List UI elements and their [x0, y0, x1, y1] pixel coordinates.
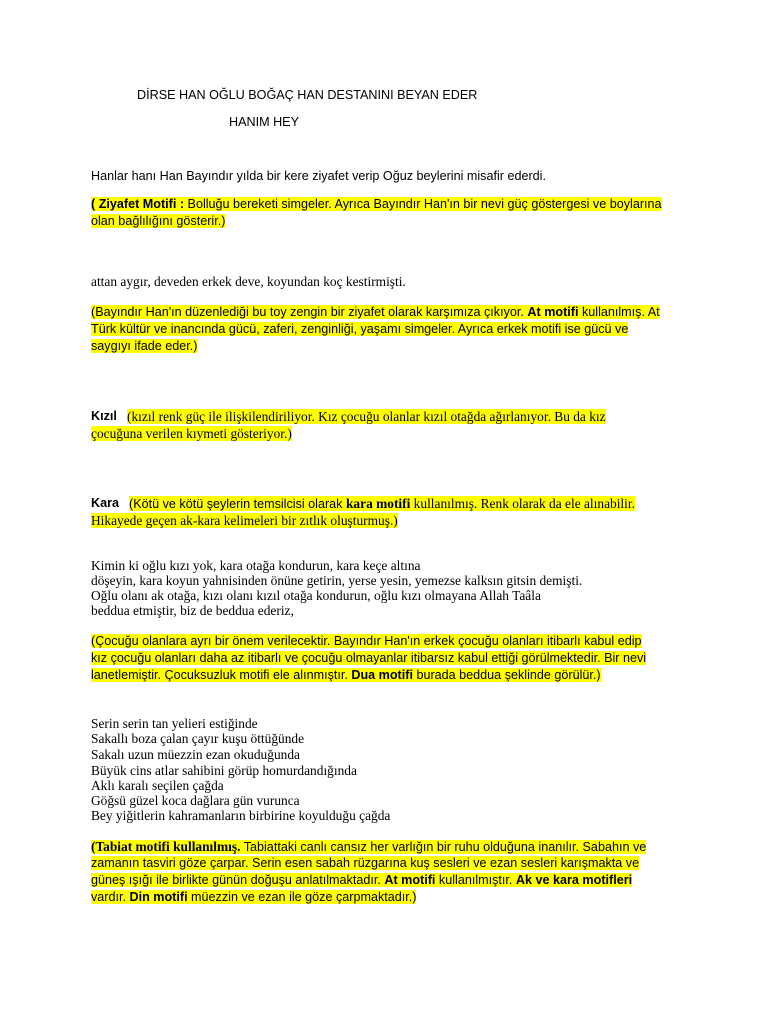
note-ziyafet-text: Bolluğu bereketi simgeler. Ayrıca Bayındır Han'ın bir nevi güç göstergesi ve boylarına — [184, 197, 662, 211]
note-cocuk-line2 — [91, 650, 646, 667]
note-tabiat-text4: kullanılmıştır. — [435, 873, 516, 887]
note-ziyafet-text2: olan bağlılığını gösterir.) — [91, 214, 226, 228]
note-at-bold: At motifi — [527, 305, 579, 319]
note-at-line2 — [91, 321, 628, 338]
note-tabiat-text1: Tabiattaki canlı cansız her varlığın bir ruhu olduğuna inanılır. Sabahın ve — [240, 840, 647, 854]
note-tabiat-line2 — [91, 855, 639, 872]
kizil-label — [91, 408, 117, 425]
kara-text: (Kötü ve kötü şeylerin temsilcisi olarak — [129, 497, 346, 511]
verse-line-1: Kimin ki oğlu kızı yok, kara otağa kondurun, kara keçe altına — [91, 558, 421, 573]
note-tabiat-text2: zamanın tasviri göze çarpar. Serin esen sabah rüzgarına kuş sesleri ve ezan sesleri karışmakta ve — [91, 856, 640, 870]
kizil-line2 — [91, 425, 292, 442]
note-ziyafet-line1 — [91, 196, 662, 213]
paragraph-intro: Hanlar hanı Han Bayındır yılda bir kere ziyafet verip Oğuz beylerini misafir ederdi. — [91, 169, 546, 183]
note-tabiat-text3: güneş ışığı ile birlikte günün doğuşu anlatılmaktadır. — [91, 873, 385, 887]
note-tabiat-bold: (Tabiat motifi kullanılmış. — [91, 839, 241, 854]
note-tabiat-line4 — [91, 889, 416, 906]
note-cocuk-text3: lanetlemiştir. Çocuksuzluk motifi ele alınmıştır. — [91, 668, 352, 682]
kara-label — [91, 495, 119, 512]
kara-bold: kara motifi — [345, 496, 411, 511]
note-cocuk-line3 — [91, 667, 601, 684]
kara-line1 — [129, 495, 635, 513]
note-at-line1 — [91, 304, 660, 321]
note-cocuk-line1 — [91, 633, 642, 650]
kizil-label-text: Kızıl — [91, 409, 117, 423]
poem-line-3: Sakalı uzun müezzin ezan okuduğunda — [91, 747, 300, 762]
note-cocuk-text2: kız çocuğu olanları daha az itibarlı ve çocuğu olmayanlar itibarsız kabul ettiği görülmektedir. Bir nevi — [91, 651, 647, 665]
poem-line-5: Aklı karalı seçilen çağda — [91, 778, 224, 793]
note-at-text2: kullanılmış. At — [578, 305, 660, 319]
note-tabiat-line3 — [91, 872, 632, 889]
note-tabiat-text5: vardır. — [91, 890, 130, 904]
note-tabiat-bold3: Ak ve kara motifleri — [515, 873, 633, 887]
note-at-text4: saygıyı ifade eder.) — [91, 339, 198, 353]
verse-line-3: Oğlu olanı ak otağa, kızı olanı kızıl otağa kondurun, oğlu kızı olmayana Allah Taâla — [91, 588, 541, 603]
kizil-text2: çocuğuna verilen kıymeti gösteriyor.) — [91, 426, 292, 441]
note-cocuk-text4: burada beddua şeklinde görülür.) — [412, 668, 601, 682]
poem-line-4: Büyük cins atlar sahibini görüp homurdandığında — [91, 763, 357, 778]
poem-line-1: Serin serin tan yelieri estiğinde — [91, 716, 258, 731]
kizil-line1 — [127, 408, 606, 425]
note-at-text3: Türk kültür ve inancında gücü, zaferi, zenginliği, yaşamı simgeler. Ayrıca erkek motifi ise gücü ve — [91, 322, 629, 336]
verse-line-2: döşeyin, kara koyun yahnisinden önüne getirin, yerse yesin, yemezse kalksın gitsin demişti. — [91, 573, 583, 588]
kara-text2: kullanılmış. Renk olarak da ele alınabilir. — [410, 496, 635, 511]
note-tabiat-line1 — [91, 838, 646, 856]
note-ziyafet-line2 — [91, 213, 225, 230]
note-at-text: (Bayındır Han'ın düzenlediği bu toy zengin bir ziyafet olarak karşımıza çıkıyor. — [91, 305, 528, 319]
kara-text3: Hikayede geçen ak-kara kelimeleri bir zıtlık oluşturmuş.) — [91, 513, 398, 528]
note-cocuk-bold: Dua motifi — [351, 668, 413, 682]
note-ziyafet-bold: ( Ziyafet Motifi : — [91, 197, 185, 211]
kara-line2 — [91, 512, 398, 529]
note-at-line3 — [91, 338, 197, 355]
note-tabiat-bold2: At motifi — [384, 873, 436, 887]
poem-line-7: Bey yiğitlerin kahramanların birbirine koyulduğu çağda — [91, 808, 391, 823]
note-cocuk-text1: (Çocuğu olanlara ayrı bir önem verilecektir. Bayındır Han'ın erkek çocuğu olanları itibarlı kabul edip — [91, 634, 642, 648]
note-tabiat-bold4: Din motifi — [129, 890, 188, 904]
poem-line-6: Göğsü güzel koca dağlara gün vurunca — [91, 793, 300, 808]
kizil-text: (kızıl renk güç ile ilişkilendiriliyor. Kız çocuğu olanlar kızıl otağda ağırlanıyor. Bu da kız — [127, 409, 606, 424]
verse-line-4: beddua etmiştir, biz de beddua ederiz, — [91, 603, 294, 618]
document-subtitle: HANIM HEY — [229, 115, 299, 129]
document-title: DİRSE HAN OĞLU BOĞAÇ HAN DESTANINI BEYAN EDER — [137, 88, 478, 102]
paragraph-sacrifice: attan aygır, deveden erkek deve, koyundan koç kestirmişti. — [91, 274, 406, 289]
note-tabiat-text6: müezzin ve ezan ile göze çarpmaktadır.) — [187, 890, 417, 904]
poem-line-2: Sakallı boza çalan çayır kuşu öttüğünde — [91, 731, 305, 746]
kara-label-text: Kara — [91, 496, 120, 510]
